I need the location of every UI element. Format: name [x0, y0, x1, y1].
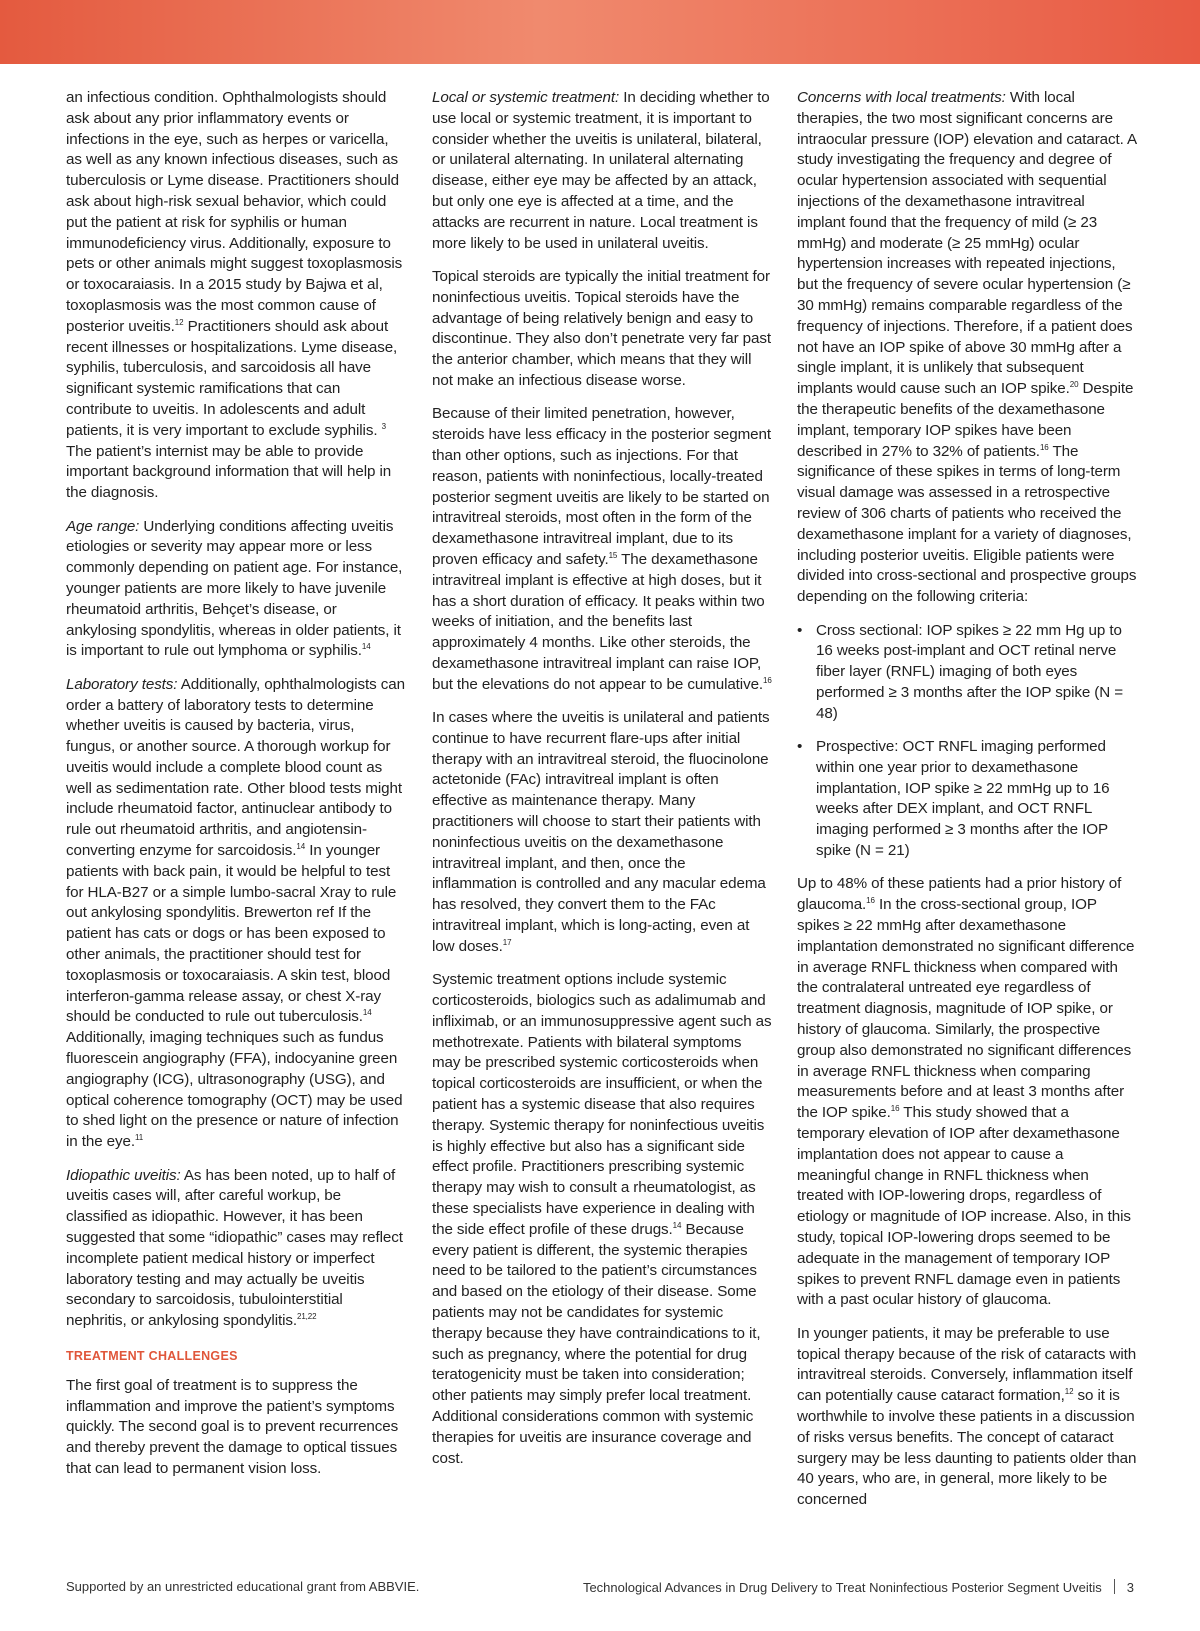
criteria-list [797, 621, 1137, 862]
paragraph-unilateral-cases: In cases where the uveitis is unilateral and patients continue to have recurrent flare-ups after initial therapy with an intravitreal steroid, the fluocinolone actetonide (FAc) intravitreal implant is often effective as maintenance therapy. Many practitioners will choose to start their patients with noninfectious uveitis on the dexamethasone intravitreal implant, and then, once the inflammation is controlled and any macular edema has resolved, they convert them to the FAc intravitreal implant, which is long-acting, even at low doses.$^{17}$ [432, 709, 770, 955]
paragraph-age-range: Age range: Underlying conditions affecting uveitis etiologies or severity may appear more or less commonly depending on patient age. For instance, younger patients are more likely to have juvenile rheumatoid arthritis, Behçet’s disease, or ankylosing spondylitis, whereas in older patients, it is important to rule out lymphoma or syphilis.$^{14}$ [66, 517, 403, 660]
footer-running-title [583, 1579, 1134, 1595]
footer-divider [1114, 1579, 1115, 1594]
paragraph-local-concerns: Concerns with local treatments: With local therapies, the two most significant concerns are intraocular pressure (IOP) elevation and cataract. A study investigating the frequency and degree of ocular hypertension associated with sequential injections of the dexamethasone intravitreal implant found that the frequency of mild (≥ 23 mmHg) and moderate (≥ 25 mmHg) ocular hypertension increases with repeated injections, but the frequency of severe ocular hypertension (≥ 30 mmHg) remains comparable regardless of the frequency of injections. Therefore, if a patient does not have an IOP spike of above 30 mmHg after a single implant, it is unlikely that subsequent implants would cause such an IOP spike.$^{20}$ Despite the therapeutic benefits of the dexamethasone implant, temporary IOP spikes have been described in 27% to 32% of patients.$^{16}$ The significance of these spikes in terms of long-term visual damage was assessed in a retrospective review of 306 charts of patients who received the dexamethasone implant for a variety of diagnoses, including posterior uveitis. Eligible patients were divided into cross-sectional and prospective groups depending on the following criteria: [797, 89, 1137, 606]
paragraph-systemic-treatment: Systemic treatment options include systemic corticosteroids, biologics such as adalimumab and infliximab, or an immunosuppressive agent such as methotrexate. Patients with bilateral symptoms may be prescribed systemic corticosteroids when topical corticosteroids are insufficient, or when the patient has a systemic disease that also requires therapy. Systemic therapy for noninfectious uveitis is highly effective but also has a significant side effect profile. Practitioners prescribing systemic therapy may wish to consult a rheumatologist, as these specialists have experience in dealing with the side effect profile of these drugs.$^{14}$ Because every patient is different, the systemic therapies need to be tailored to the patient’s circumstances and based on the etiology of their disease. Some patients may not be candidates for systemic therapy because they have contraindications to it, such as pregnancy, where the potential for drug teratogenicity must be taken into consideration; other patients may simply prefer local treatment. Additional considerations common with systemic therapies for uveitis are insurance coverage and cost. [432, 971, 772, 1467]
page-footer [66, 1579, 1134, 1599]
list-item: • Prospective: OCT RNFL imaging performed within one year prior to dexamethasone implantation, IOP spike ≥ 22 mmHg up to 16 weeks after DEX implant, and OCT RNFL imaging performed ≥ 3 months after the IOP spike (N = 21) [797, 737, 1137, 862]
column-1 [66, 88, 406, 1492]
paragraph-intro: an infectious condition. Ophthalmologists should ask about any prior inflammatory events or infections in the eye, such as herpes or varicella, as well as any known infectious diseases, such as tuberculosis or Lyme disease. Practitioners should ask about high-risk sexual behavior, which could put the patient at risk for syphilis or human immunodeficiency virus. Additionally, exposure to pets or other animals might suggest toxoplasmosis or toxocaraiasis. In a 2015 study by Bajwa et al, toxoplasmosis was the most common cause of posterior uveitis.$^{12}$ Practitioners should ask about recent illnesses or hospitalizations. Lyme disease, syphilis, tuberculosis, and sarcoidosis all have significant systemic ramifications that can contribute to uveitis. In adolescents and adult patients, it is very important to exclude syphilis. $^3$ The patient’s internist may be able to provide important background information that will help in the diagnosis. [66, 89, 403, 502]
paragraph-idiopathic-uveitis: Idiopathic uveitis: As has been noted, up to half of uveitis cases will, after careful workup, be classified as idiopathic. However, it has been suggested that some “idiopathic” cases may reflect incomplete patient medical history or imperfect laboratory testing and may actually be uveitis secondary to sarcoidosis, tubulointerstitial nephritis, or ankylosing spondylitis.$^{21,22}$ [66, 1166, 403, 1330]
paragraph-limited-penetration: Because of their limited penetration, however, steroids have less efficacy in the posterior segment than other options, such as injections. For that reason, patients with noninfectious, locally-treated posterior segment uveitis are likely to be started on intravitreal steroids, most often in the form of the dexamethasone intravitreal implant, due to its proven efficacy and safety.$^{15}$ The dexamethasone intravitreal implant is effective at high doses, but it has a short duration of efficacy. It peaks within two weeks of initiation, and the benefits last approximately 4 months. Like other steroids, the dexamethasone intravitreal implant can raise IOP, but the elevations do not appear to be cumulative.$^{16}$ [432, 405, 772, 693]
header-band [0, 0, 1200, 64]
paragraph-younger-patients: In younger patients, it may be preferable to use topical therapy because of the risk of cataracts with intravitreal steroids. Conversely, inflammation itself can potentially cause cataract formation,$^{12}$ so it is worthwhile to involve these patients in a discussion of risks versus benefits. The concept of cataract surgery may be less daunting to patients older than 40 years, who are, in general, more likely to be concerned [797, 1324, 1137, 1509]
paragraph-laboratory-tests: Laboratory tests: Additionally, ophthalmologists can order a battery of laboratory tests to determine whether uveitis is caused by bacteria, virus, fungus, or another source. A thorough workup for uveitis would include a complete blood count as well as sedimentation rate. Other blood tests might include rheumatoid factor, antinuclear antibody to rule out rheumatoid arthritis, and angiotensin-converting enzyme for sarcoidosis.$^{14}$ In younger patients with back pain, it would be helpful to test for HLA-B27 or a simple lumbo-sacral Xray to rule out ankylosing spondylitis. Brewerton ref If the patient has cats or dogs or has been exposed to other animals, the practitioner should test for toxoplasmosis or toxocaraiasis. A skin test, blood interferon-gamma release assay, or chest X-ray should be conducted to rule out tuberculosis.$^{14}$ Additionally, imaging techniques such as fundus fluorescein angiography (FFA), indocyanine green angiography (ICG), ultrasonography (USG), and optical coherence tomography (OCT) may be used to shed light on the presence or nature of infection in the eye.$^{11}$ [66, 675, 405, 1151]
section-heading: TREATMENT CHALLENGES [66, 1349, 238, 1363]
paragraph-local-or-systemic: Local or systemic treatment: In deciding whether to use local or systemic treatment, it is important to consider whether the uveitis is unilateral, bilateral, or unilateral alternating. In unilateral alternating disease, either eye may be affected by an attack, but only one eye is affected at a time, and the attacks are recurrent in nature. Local treatment is more likely to be used in unilateral uveitis. [432, 89, 770, 252]
paragraph-topical-steroids: Topical steroids are typically the initial treatment for noninfectious uveitis. Topical steroids have the advantage of being relatively benign and easy to discontinue. They also don’t penetrate very far past the anterior chamber, which means that they will not make an infectious disease worse. [432, 267, 771, 389]
footer-grant-note: Supported by an unrestricted educational grant from ABBVIE. [66, 1579, 420, 1594]
page-number: 3 [1126, 1580, 1134, 1595]
paragraph-treatment-goals: The first goal of treatment is to suppress the inflammation and improve the patient’s symptoms quickly. The second goal is to prevent recurrences and thereby prevent the damage to optical tissues that can lead to permanent vision loss. [66, 1376, 399, 1477]
list-item: • Cross sectional: IOP spikes ≥ 22 mm Hg up to 16 weeks post-implant and OCT retinal nerve fiber layer (RNFL) imaging of both eyes performed ≥ 3 months after the IOP spike (N = 48) [797, 621, 1137, 725]
column-3 [797, 88, 1137, 1524]
paragraph-glaucoma-history: Up to 48% of these patients had a prior history of glaucoma.$^{16}$ In the cross-sectional group, IOP spikes ≥ 22 mmHg after dexamethasone implantation demonstrated no significant difference in average RNFL thickness when compared with the contralateral untreated eye regardless of treatment diagnosis, magnitude of IOP spike, or history of glaucoma. Similarly, the prospective group also demonstrated no significant differences in average RNFL thickness when comparing measurements before and at least 3 months after the IOP spike.$^{16}$ This study showed that a temporary elevation of IOP after dexamethasone implantation does not appear to cause a meaningful change in RNFL thickness when treated with IOP-lowering drops, regardless of etiology or magnitude of IOP increase. Also, in this study, topical IOP-lowering drops seemed to be adequate in the management of temporary IOP spikes to prevent RNFL damage even in patients with a past ocular history of glaucoma. [797, 875, 1135, 1309]
footer-title: Technological Advances in Drug Delivery to Treat Noninfectious Posterior Segment Uveitis [582, 1580, 1102, 1595]
column-2 [432, 88, 772, 1482]
